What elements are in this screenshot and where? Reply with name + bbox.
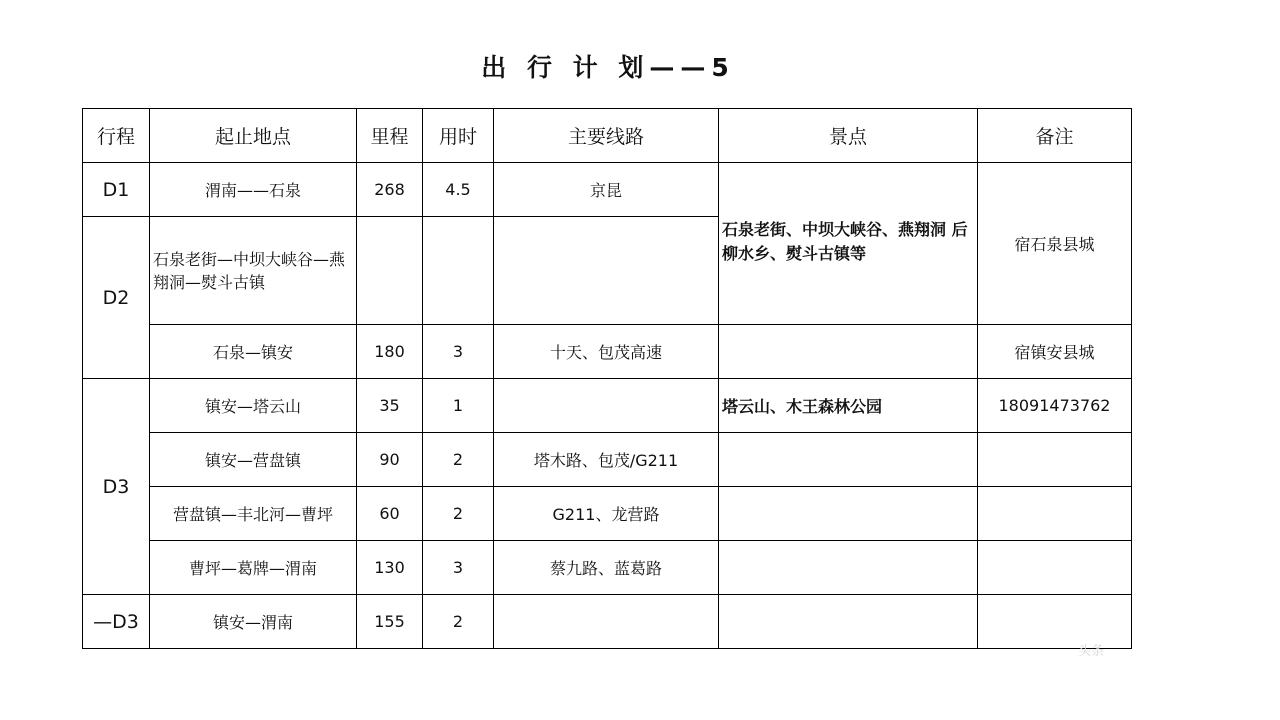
route-cell: 营盘镇—丰北河—曹坪 — [150, 487, 357, 541]
table-row — [83, 595, 1132, 649]
header-cell: 行程 — [83, 109, 150, 163]
roads-cell: G211、龙营路 — [494, 487, 719, 541]
note-cell — [978, 487, 1132, 541]
time-cell: 2 — [423, 487, 494, 541]
sights-cell: 石泉老街、中坝大峡谷、燕翔洞 后柳水乡、熨斗古镇等 — [719, 163, 978, 325]
time-cell: 1 — [423, 379, 494, 433]
route-cell: 曹坪—葛牌—渭南 — [150, 541, 357, 595]
travel-plan-table — [82, 108, 1132, 649]
time-cell: 2 — [423, 595, 494, 649]
time-cell: 3 — [423, 325, 494, 379]
distance-cell: 60 — [357, 487, 423, 541]
distance-cell: 155 — [357, 595, 423, 649]
note-cell — [978, 541, 1132, 595]
sights-cell — [719, 325, 978, 379]
distance-cell: 180 — [357, 325, 423, 379]
note-cell: 宿石泉县城 — [978, 163, 1132, 325]
distance-cell: 268 — [357, 163, 423, 217]
day-cell: D1 — [83, 163, 150, 217]
route-cell: 镇安—塔云山 — [150, 379, 357, 433]
header-cell: 用时 — [423, 109, 494, 163]
distance-cell: 35 — [357, 379, 423, 433]
roads-cell: 蔡九路、蓝葛路 — [494, 541, 719, 595]
table-header-row — [83, 109, 1132, 163]
table-row — [83, 163, 1132, 217]
day-cell: D3 — [83, 379, 150, 595]
roads-cell — [494, 379, 719, 433]
header-cell: 起止地点 — [150, 109, 357, 163]
table-row — [83, 379, 1132, 433]
watermark: 头条 — [1078, 644, 1105, 659]
time-cell: 3 — [423, 541, 494, 595]
time-cell — [423, 217, 494, 325]
note-cell — [978, 595, 1132, 649]
distance-cell: 130 — [357, 541, 423, 595]
table-row — [83, 541, 1132, 595]
day-cell: D2 — [83, 217, 150, 379]
table-row — [83, 487, 1132, 541]
table-row — [83, 325, 1132, 379]
note-cell: 宿镇安县城 — [978, 325, 1132, 379]
route-cell: 石泉老街—中坝大峡谷—燕翔洞—熨斗古镇 — [150, 217, 357, 325]
header-cell: 备注 — [978, 109, 1132, 163]
sights-cell — [719, 487, 978, 541]
sights-cell — [719, 541, 978, 595]
distance-cell — [357, 217, 423, 325]
time-cell: 4.5 — [423, 163, 494, 217]
note-cell — [978, 433, 1132, 487]
route-cell: 渭南——石泉 — [150, 163, 357, 217]
roads-cell: 塔木路、包茂/G211 — [494, 433, 719, 487]
day-cell: —D3 — [83, 595, 150, 649]
roads-cell — [494, 217, 719, 325]
header-cell: 主要线路 — [494, 109, 719, 163]
time-cell: 2 — [423, 433, 494, 487]
header-cell: 里程 — [357, 109, 423, 163]
page-title: 出 行 计 划——5 — [481, 53, 735, 82]
distance-cell: 90 — [357, 433, 423, 487]
route-cell: 石泉—镇安 — [150, 325, 357, 379]
route-cell: 镇安—渭南 — [150, 595, 357, 649]
note-cell: 18091473762 — [978, 379, 1132, 433]
table-row — [83, 433, 1132, 487]
sights-cell: 塔云山、木王森林公园 — [719, 379, 978, 433]
roads-cell: 京昆 — [494, 163, 719, 217]
sights-cell — [719, 595, 978, 649]
roads-cell: 十天、包茂高速 — [494, 325, 719, 379]
route-cell: 镇安—营盘镇 — [150, 433, 357, 487]
roads-cell — [494, 595, 719, 649]
sights-cell — [719, 433, 978, 487]
header-cell: 景点 — [719, 109, 978, 163]
